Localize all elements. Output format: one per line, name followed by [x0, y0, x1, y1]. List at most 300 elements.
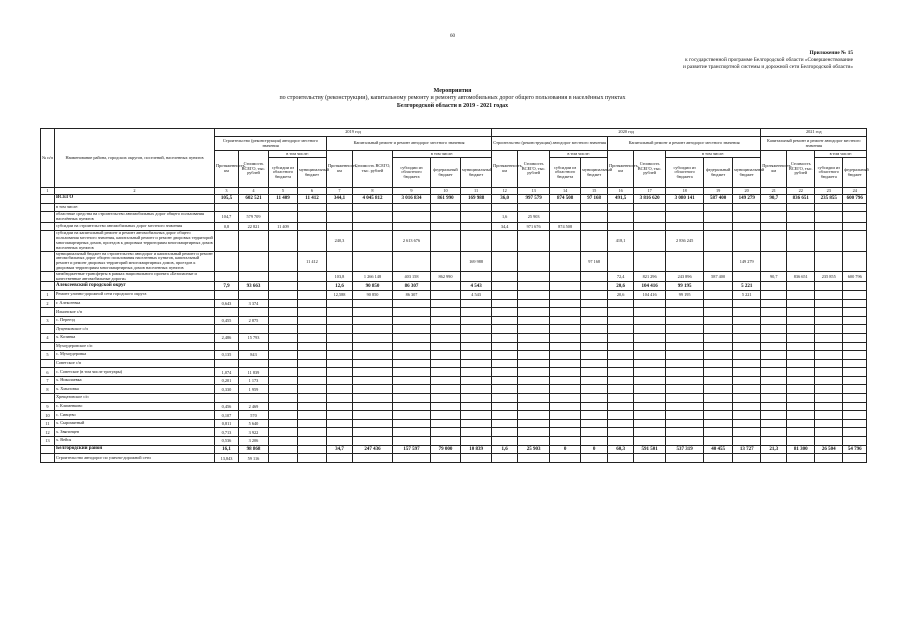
- row-number-cell: [41, 271, 55, 282]
- value-cell: 1,6: [492, 212, 518, 223]
- value-cell: [393, 376, 431, 385]
- value-cell: [704, 419, 733, 428]
- value-cell: 0: [581, 445, 608, 454]
- value-cell: 602 521: [239, 195, 269, 204]
- value-cell: 3 816 620: [634, 195, 666, 204]
- value-cell: [581, 203, 608, 212]
- value-cell: [815, 290, 843, 299]
- value-cell: 157 597: [393, 445, 431, 454]
- row-number-cell: 11: [41, 419, 55, 428]
- value-cell: [608, 333, 634, 342]
- value-cell: [431, 251, 461, 271]
- value-cell: [550, 308, 581, 317]
- value-cell: [393, 222, 431, 231]
- value-cell: [761, 212, 787, 223]
- value-cell: [704, 231, 733, 251]
- value-cell: [581, 342, 608, 351]
- value-cell: [239, 231, 269, 251]
- value-cell: [608, 308, 634, 317]
- value-cell: [733, 394, 761, 403]
- value-cell: [492, 454, 518, 463]
- value-cell: [666, 437, 704, 446]
- value-cell: [492, 411, 518, 420]
- value-cell: [843, 316, 867, 325]
- value-cell: [608, 299, 634, 308]
- value-cell: [733, 212, 761, 223]
- value-cell: 240,3: [327, 231, 353, 251]
- value-cell: [843, 454, 867, 463]
- value-cell: [843, 251, 867, 271]
- column-number: 18: [666, 188, 704, 195]
- value-cell: [634, 385, 666, 394]
- value-cell: [353, 359, 393, 368]
- title-line-1: Мероприятия: [433, 88, 472, 94]
- value-cell: [733, 231, 761, 251]
- value-cell: [634, 394, 666, 403]
- value-cell: [787, 342, 815, 351]
- value-cell: [269, 394, 298, 403]
- column-number: 4: [239, 188, 269, 195]
- value-cell: [518, 316, 550, 325]
- value-cell: [843, 359, 867, 368]
- value-cell: [608, 342, 634, 351]
- value-cell: [431, 419, 461, 428]
- value-cell: [492, 231, 518, 251]
- column-number: 11: [461, 188, 492, 195]
- value-cell: [431, 342, 461, 351]
- row-number-cell: [41, 454, 55, 463]
- column-number: 10: [431, 188, 461, 195]
- row-name-cell: Хрещатовское с/п: [55, 394, 215, 403]
- value-cell: [353, 212, 393, 223]
- value-cell: [666, 222, 704, 231]
- value-cell: [634, 251, 666, 271]
- including-header: в том числе:: [393, 151, 492, 158]
- value-cell: 99 195: [666, 290, 704, 299]
- appendix-line-2: к государственной программе Белгородской области «Совершенствование: [685, 57, 853, 63]
- value-cell: [704, 342, 733, 351]
- cost-header: Стоимость ВСЕГО, тыс. рублей: [787, 151, 815, 188]
- value-cell: 247 436: [353, 445, 393, 454]
- column-number: 15: [581, 188, 608, 195]
- value-cell: [327, 437, 353, 446]
- value-cell: [787, 251, 815, 271]
- value-cell: [761, 316, 787, 325]
- value-cell: [761, 231, 787, 251]
- column-number: 21: [761, 188, 787, 195]
- including-header: в том числе:: [269, 151, 327, 158]
- value-cell: [461, 342, 492, 351]
- value-cell: 10 839: [461, 445, 492, 454]
- value-cell: [431, 316, 461, 325]
- value-cell: 491,5: [608, 195, 634, 204]
- value-cell: [815, 359, 843, 368]
- row-name-cell: с. Переезд: [55, 316, 215, 325]
- federal-header: федеральный бюджет: [843, 158, 867, 188]
- row-name-cell: с. Советское (в том числе тротуары): [55, 368, 215, 377]
- value-cell: [787, 428, 815, 437]
- value-cell: [761, 290, 787, 299]
- value-cell: [843, 308, 867, 317]
- value-cell: 105,5: [215, 195, 239, 204]
- value-cell: 86 307: [393, 282, 431, 291]
- value-cell: [431, 368, 461, 377]
- value-cell: 0,107: [215, 411, 239, 420]
- value-cell: [298, 222, 327, 231]
- column-number: 16: [608, 188, 634, 195]
- value-cell: [815, 419, 843, 428]
- value-cell: [269, 212, 298, 223]
- table-row: [41, 437, 867, 446]
- value-cell: [550, 359, 581, 368]
- value-cell: 26 504: [815, 445, 843, 454]
- value-cell: [733, 359, 761, 368]
- value-cell: [815, 342, 843, 351]
- value-cell: [269, 203, 298, 212]
- value-cell: [461, 299, 492, 308]
- value-cell: [431, 333, 461, 342]
- row-name-cell: Белгородский район: [55, 445, 215, 454]
- value-cell: [608, 222, 634, 231]
- value-cell: [461, 419, 492, 428]
- constr-2019-header: Строительство (реконструкция) автодорог местного значения: [215, 137, 327, 151]
- value-cell: [298, 351, 327, 360]
- value-cell: [327, 402, 353, 411]
- value-cell: [518, 203, 550, 212]
- value-cell: [787, 333, 815, 342]
- value-cell: [269, 437, 298, 446]
- row-number-cell: [41, 394, 55, 403]
- value-cell: [353, 437, 393, 446]
- value-cell: [815, 251, 843, 271]
- value-cell: [761, 419, 787, 428]
- value-cell: 587 400: [704, 271, 733, 282]
- value-cell: [634, 308, 666, 317]
- value-cell: [608, 316, 634, 325]
- value-cell: [393, 351, 431, 360]
- value-cell: [634, 402, 666, 411]
- value-cell: [518, 376, 550, 385]
- value-cell: 149 279: [733, 195, 761, 204]
- subsidy-header: субсидии из областного бюджета: [550, 158, 581, 188]
- value-cell: [431, 437, 461, 446]
- value-cell: [393, 359, 431, 368]
- value-cell: [518, 231, 550, 251]
- value-cell: [581, 402, 608, 411]
- value-cell: [298, 437, 327, 446]
- repair-2019-header: Капитальный ремонт и ремонт автодорог местного значения: [327, 137, 492, 151]
- value-cell: [492, 394, 518, 403]
- value-cell: [518, 402, 550, 411]
- value-cell: [666, 308, 704, 317]
- row-number-cell: [41, 212, 55, 223]
- value-cell: [634, 316, 666, 325]
- value-cell: [461, 394, 492, 403]
- value-cell: [761, 359, 787, 368]
- cost-header: Стоимость ВСЕГО, тыс. рублей: [634, 151, 666, 188]
- value-cell: [815, 325, 843, 334]
- value-cell: [733, 316, 761, 325]
- value-cell: 54 796: [843, 445, 867, 454]
- value-cell: [518, 333, 550, 342]
- value-cell: [327, 299, 353, 308]
- value-cell: [518, 428, 550, 437]
- value-cell: [704, 308, 733, 317]
- value-cell: [298, 376, 327, 385]
- value-cell: 104 416: [634, 282, 666, 291]
- value-cell: [550, 271, 581, 282]
- value-cell: [843, 394, 867, 403]
- value-cell: [815, 437, 843, 446]
- value-cell: [733, 454, 761, 463]
- value-cell: [461, 333, 492, 342]
- value-cell: [704, 212, 733, 223]
- value-cell: [327, 351, 353, 360]
- value-cell: [518, 325, 550, 334]
- length-header: Протяженность, км: [492, 151, 518, 188]
- value-cell: 997 579: [518, 195, 550, 204]
- value-cell: [733, 368, 761, 377]
- row-number-cell: [41, 222, 55, 231]
- value-cell: [761, 251, 787, 271]
- value-cell: [461, 212, 492, 223]
- value-cell: [492, 251, 518, 271]
- value-cell: [761, 222, 787, 231]
- value-cell: [550, 454, 581, 463]
- value-cell: 59 116: [239, 454, 269, 463]
- value-cell: [353, 454, 393, 463]
- value-cell: [353, 325, 393, 334]
- value-cell: [843, 290, 867, 299]
- value-cell: [269, 342, 298, 351]
- value-cell: [761, 325, 787, 334]
- value-cell: [393, 251, 431, 271]
- year-2020-header: 2020 год: [492, 129, 761, 137]
- value-cell: [550, 394, 581, 403]
- value-cell: [634, 359, 666, 368]
- value-cell: [298, 325, 327, 334]
- row-name-cell: Советское с/п: [55, 359, 215, 368]
- value-cell: 11 412: [298, 195, 327, 204]
- value-cell: [581, 428, 608, 437]
- value-cell: 587 400: [704, 195, 733, 204]
- column-number: 19: [704, 188, 733, 195]
- value-cell: [733, 325, 761, 334]
- value-cell: [461, 351, 492, 360]
- value-cell: 97 168: [581, 195, 608, 204]
- value-cell: [843, 437, 867, 446]
- value-cell: 3 374: [239, 299, 269, 308]
- value-cell: 20,6: [608, 290, 634, 299]
- value-cell: [581, 290, 608, 299]
- row-name-cell: х. Сыромятный: [55, 419, 215, 428]
- value-cell: [815, 351, 843, 360]
- value-cell: 4 543: [461, 290, 492, 299]
- value-cell: 81 300: [787, 445, 815, 454]
- table-row: [41, 299, 867, 308]
- value-cell: [518, 282, 550, 291]
- row-name-cell: х. Козинка: [55, 333, 215, 342]
- value-cell: [843, 231, 867, 251]
- row-number-cell: 1: [41, 290, 55, 299]
- value-cell: [704, 454, 733, 463]
- value-cell: [815, 203, 843, 212]
- value-cell: [787, 376, 815, 385]
- value-cell: [666, 411, 704, 420]
- column-number-row: [41, 188, 867, 195]
- value-cell: [431, 428, 461, 437]
- value-cell: 861 990: [431, 195, 461, 204]
- row-number-cell: [41, 342, 55, 351]
- value-cell: [239, 342, 269, 351]
- value-cell: [298, 271, 327, 282]
- value-cell: [269, 271, 298, 282]
- value-cell: [431, 290, 461, 299]
- column-number: 3: [215, 188, 239, 195]
- value-cell: 3 080 141: [666, 195, 704, 204]
- value-cell: [215, 342, 239, 351]
- value-cell: [608, 419, 634, 428]
- value-cell: [239, 203, 269, 212]
- value-cell: [492, 282, 518, 291]
- row-number-cell: 6: [41, 368, 55, 377]
- value-cell: [239, 394, 269, 403]
- table-header: [41, 129, 867, 195]
- row-number-cell: [41, 445, 55, 454]
- value-cell: [461, 359, 492, 368]
- value-cell: 0,201: [215, 376, 239, 385]
- value-cell: [704, 222, 733, 231]
- municipal-header: муниципальный бюджет: [581, 158, 608, 188]
- value-cell: [518, 437, 550, 446]
- value-cell: 3 206: [239, 437, 269, 446]
- title-line-2: по строительству (реконструкции), капитальному ремонту и ремонту автомобильных дорог общего пользования в населённых пунктах: [279, 95, 626, 102]
- value-cell: [634, 203, 666, 212]
- value-cell: [353, 299, 393, 308]
- value-cell: [239, 251, 269, 271]
- value-cell: [634, 419, 666, 428]
- value-cell: [634, 212, 666, 223]
- value-cell: 0,713: [215, 428, 239, 437]
- cost-header: Стоимость ВСЕГО, тыс. рублей: [518, 151, 550, 188]
- value-cell: [298, 445, 327, 454]
- value-cell: [581, 271, 608, 282]
- value-cell: 7,9: [215, 282, 239, 291]
- row-number-cell: [41, 203, 55, 212]
- value-cell: [353, 251, 393, 271]
- column-number: 13: [518, 188, 550, 195]
- value-cell: [761, 368, 787, 377]
- including-header: в том числе:: [666, 151, 761, 158]
- value-cell: 1 266 148: [353, 271, 393, 282]
- value-cell: [666, 342, 704, 351]
- value-cell: [608, 251, 634, 271]
- value-cell: [666, 359, 704, 368]
- value-cell: [239, 271, 269, 282]
- value-cell: [353, 203, 393, 212]
- value-cell: [353, 368, 393, 377]
- value-cell: 403 158: [393, 271, 431, 282]
- subsidy-header: субсидии из областного бюджета: [269, 158, 298, 188]
- column-number: 17: [634, 188, 666, 195]
- value-cell: [492, 419, 518, 428]
- value-cell: [518, 251, 550, 271]
- value-cell: [353, 316, 393, 325]
- table-row: [41, 333, 867, 342]
- value-cell: [269, 428, 298, 437]
- column-number: 8: [353, 188, 393, 195]
- value-cell: [550, 299, 581, 308]
- value-cell: [327, 454, 353, 463]
- value-cell: [704, 333, 733, 342]
- value-cell: [843, 212, 867, 223]
- value-cell: [704, 290, 733, 299]
- value-cell: [393, 402, 431, 411]
- value-cell: 344,1: [327, 195, 353, 204]
- value-cell: [787, 437, 815, 446]
- value-cell: [733, 437, 761, 446]
- value-cell: [843, 419, 867, 428]
- value-cell: [608, 454, 634, 463]
- value-cell: [581, 411, 608, 420]
- value-cell: [269, 445, 298, 454]
- value-cell: [518, 271, 550, 282]
- value-cell: 2 613 676: [393, 231, 431, 251]
- value-cell: [298, 290, 327, 299]
- value-cell: 1,6: [492, 445, 518, 454]
- value-cell: [431, 203, 461, 212]
- value-cell: [666, 368, 704, 377]
- value-cell: [581, 333, 608, 342]
- value-cell: [298, 368, 327, 377]
- value-cell: [733, 271, 761, 282]
- table-row: [41, 368, 867, 377]
- row-name-cell: ВСЕГО: [55, 195, 215, 204]
- value-cell: 79 000: [431, 445, 461, 454]
- year-2021-header: 2021 год: [761, 129, 867, 137]
- value-cell: [327, 325, 353, 334]
- value-cell: [353, 394, 393, 403]
- row-number-cell: [41, 359, 55, 368]
- value-cell: 90 850: [353, 290, 393, 299]
- value-cell: [815, 299, 843, 308]
- value-cell: [704, 428, 733, 437]
- value-cell: [704, 402, 733, 411]
- value-cell: [787, 282, 815, 291]
- value-cell: 418,1: [608, 231, 634, 251]
- column-number: 14: [550, 188, 581, 195]
- column-number: 1: [41, 188, 55, 195]
- value-cell: 3 016 834: [393, 195, 431, 204]
- repair-2021-header: Капитальный ремонт и ремонт автодорог местного значения: [761, 137, 867, 151]
- value-cell: 5 640: [239, 419, 269, 428]
- value-cell: 98 868: [239, 445, 269, 454]
- value-cell: [550, 316, 581, 325]
- value-cell: [787, 411, 815, 420]
- value-cell: 12,6: [327, 282, 353, 291]
- row-number-cell: 10: [41, 411, 55, 420]
- row-name-cell: с. Сивцево: [55, 411, 215, 420]
- value-cell: [269, 308, 298, 317]
- value-cell: 874 508: [550, 222, 581, 231]
- value-cell: [843, 402, 867, 411]
- value-cell: [843, 342, 867, 351]
- value-cell: 20,6: [608, 282, 634, 291]
- value-cell: 0,8: [215, 222, 239, 231]
- value-cell: [239, 290, 269, 299]
- value-cell: [581, 212, 608, 223]
- col-num-header: № п/п: [41, 129, 55, 188]
